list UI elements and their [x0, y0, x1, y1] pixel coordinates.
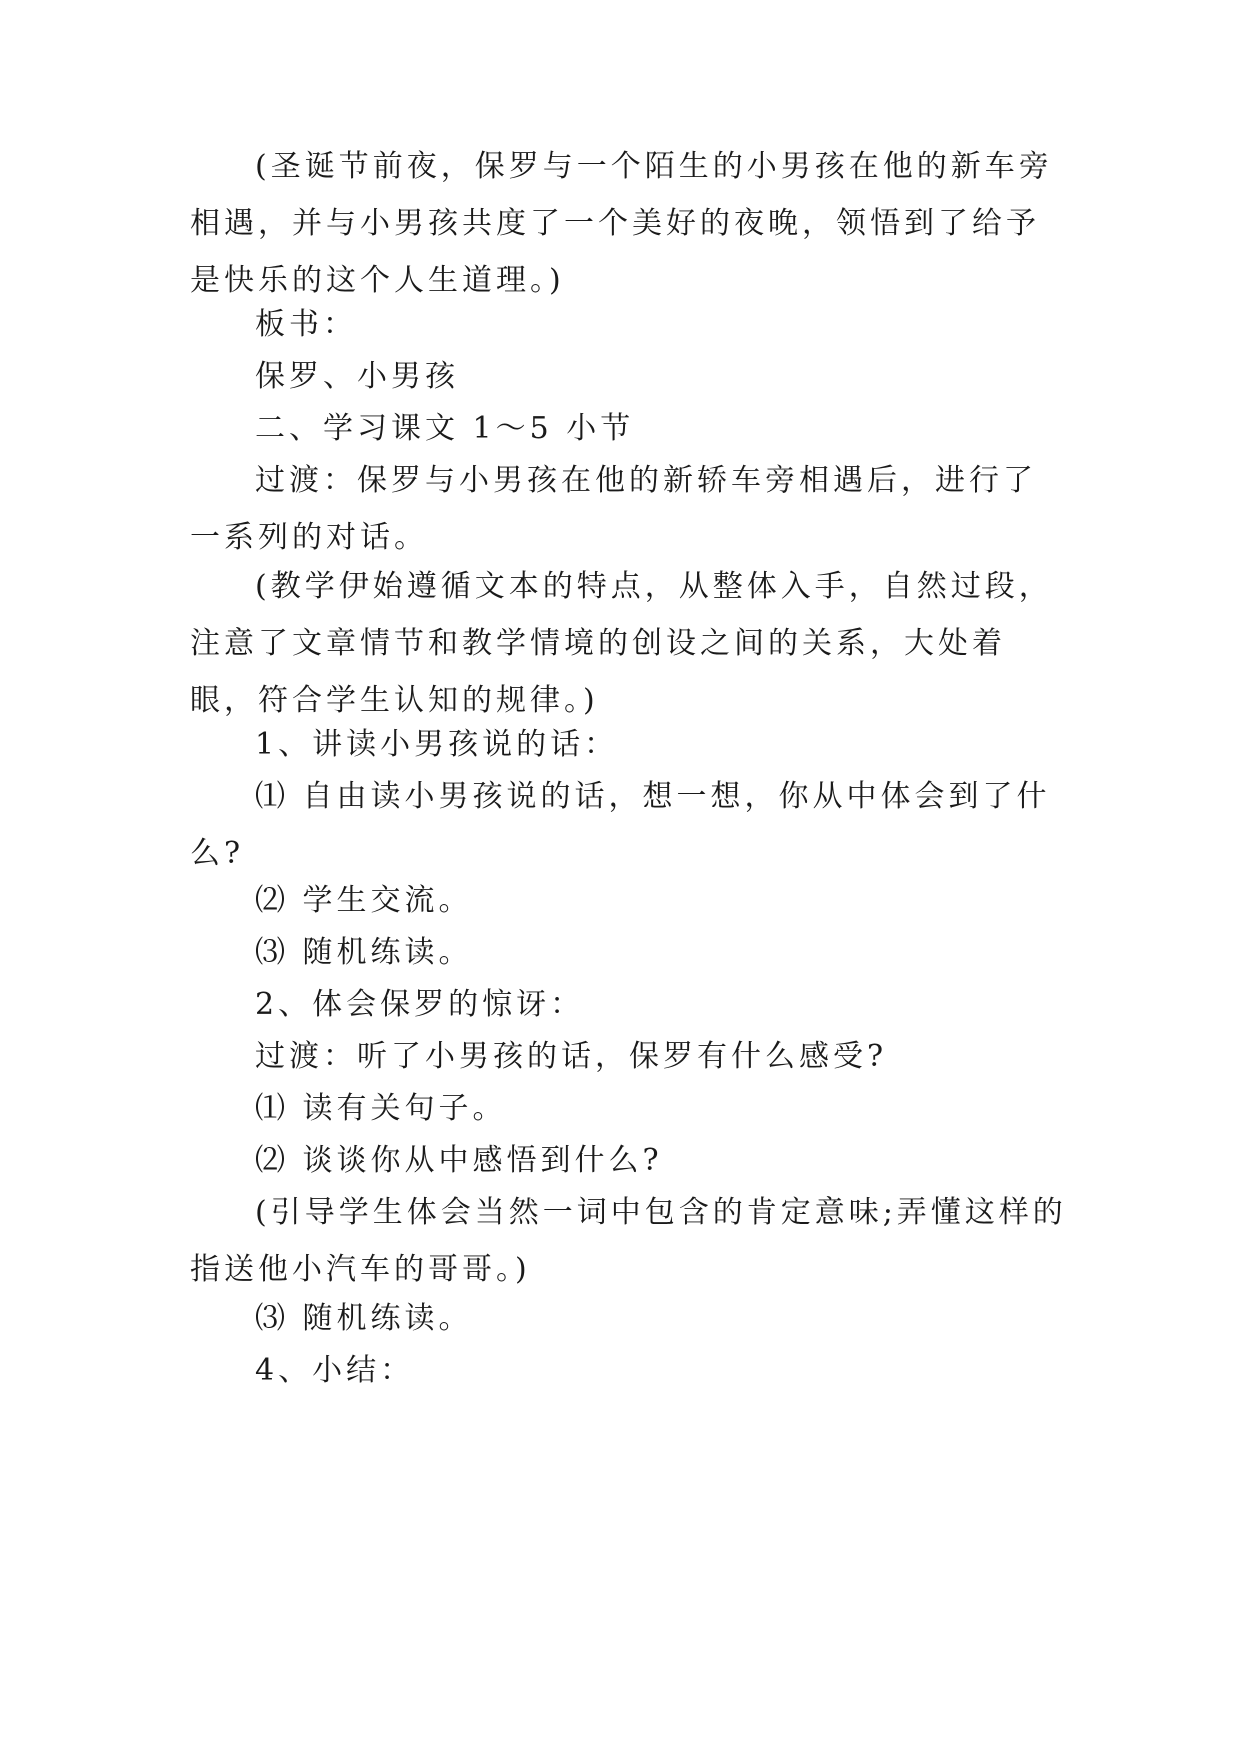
paragraph-teaching-note-1: (教学伊始遵循文本的特点，从整体入手，自然过段，注意了文章情节和教学情境的创设之间的关系，大处着眼，符合学生认知的规律。) [190, 569, 1053, 718]
step-heading-2: 2、体会保罗的惊讶： [255, 987, 585, 1022]
step-item-1-1: ⑴ 自由读小男孩说的话，想一想，你从中体会到了什么? [190, 779, 1051, 871]
paragraph-board-content: 保罗、小男孩 [255, 359, 459, 394]
paragraph-board-label: 板书： [255, 307, 357, 342]
paragraph-transition-2: 过渡：听了小男孩的话，保罗有什么感受? [255, 1039, 888, 1074]
step-item-2-1: ⑴ 读有关句子。 [255, 1091, 507, 1126]
section-heading-2: 二、学习课文 1～5 小节 [255, 411, 635, 446]
step-item-1-2: ⑵ 学生交流。 [255, 883, 473, 918]
step-heading-4: 4、小结： [255, 1353, 415, 1388]
step-item-2-2: ⑵ 谈谈你从中感悟到什么? [255, 1143, 663, 1178]
paragraph-transition-1: 过渡：保罗与小男孩在他的新轿车旁相遇后，进行了一系列的对话。 [190, 463, 1037, 555]
step-item-2-3: ⑶ 随机练读。 [255, 1301, 473, 1336]
step-item-1-3: ⑶ 随机练读。 [255, 935, 473, 970]
step-heading-1: 1、讲读小男孩说的话： [255, 727, 619, 762]
paragraph-teaching-note-2: (引导学生体会当然一词中包含的肯定意味;弄懂这样的指送他小汽车的哥哥。) [190, 1195, 1067, 1287]
paragraph-intro-summary: (圣诞节前夜，保罗与一个陌生的小男孩在他的新车旁相遇，并与小男孩共度了一个美好的夜晚，领悟到了给予是快乐的这个人生道理。) [190, 149, 1053, 298]
